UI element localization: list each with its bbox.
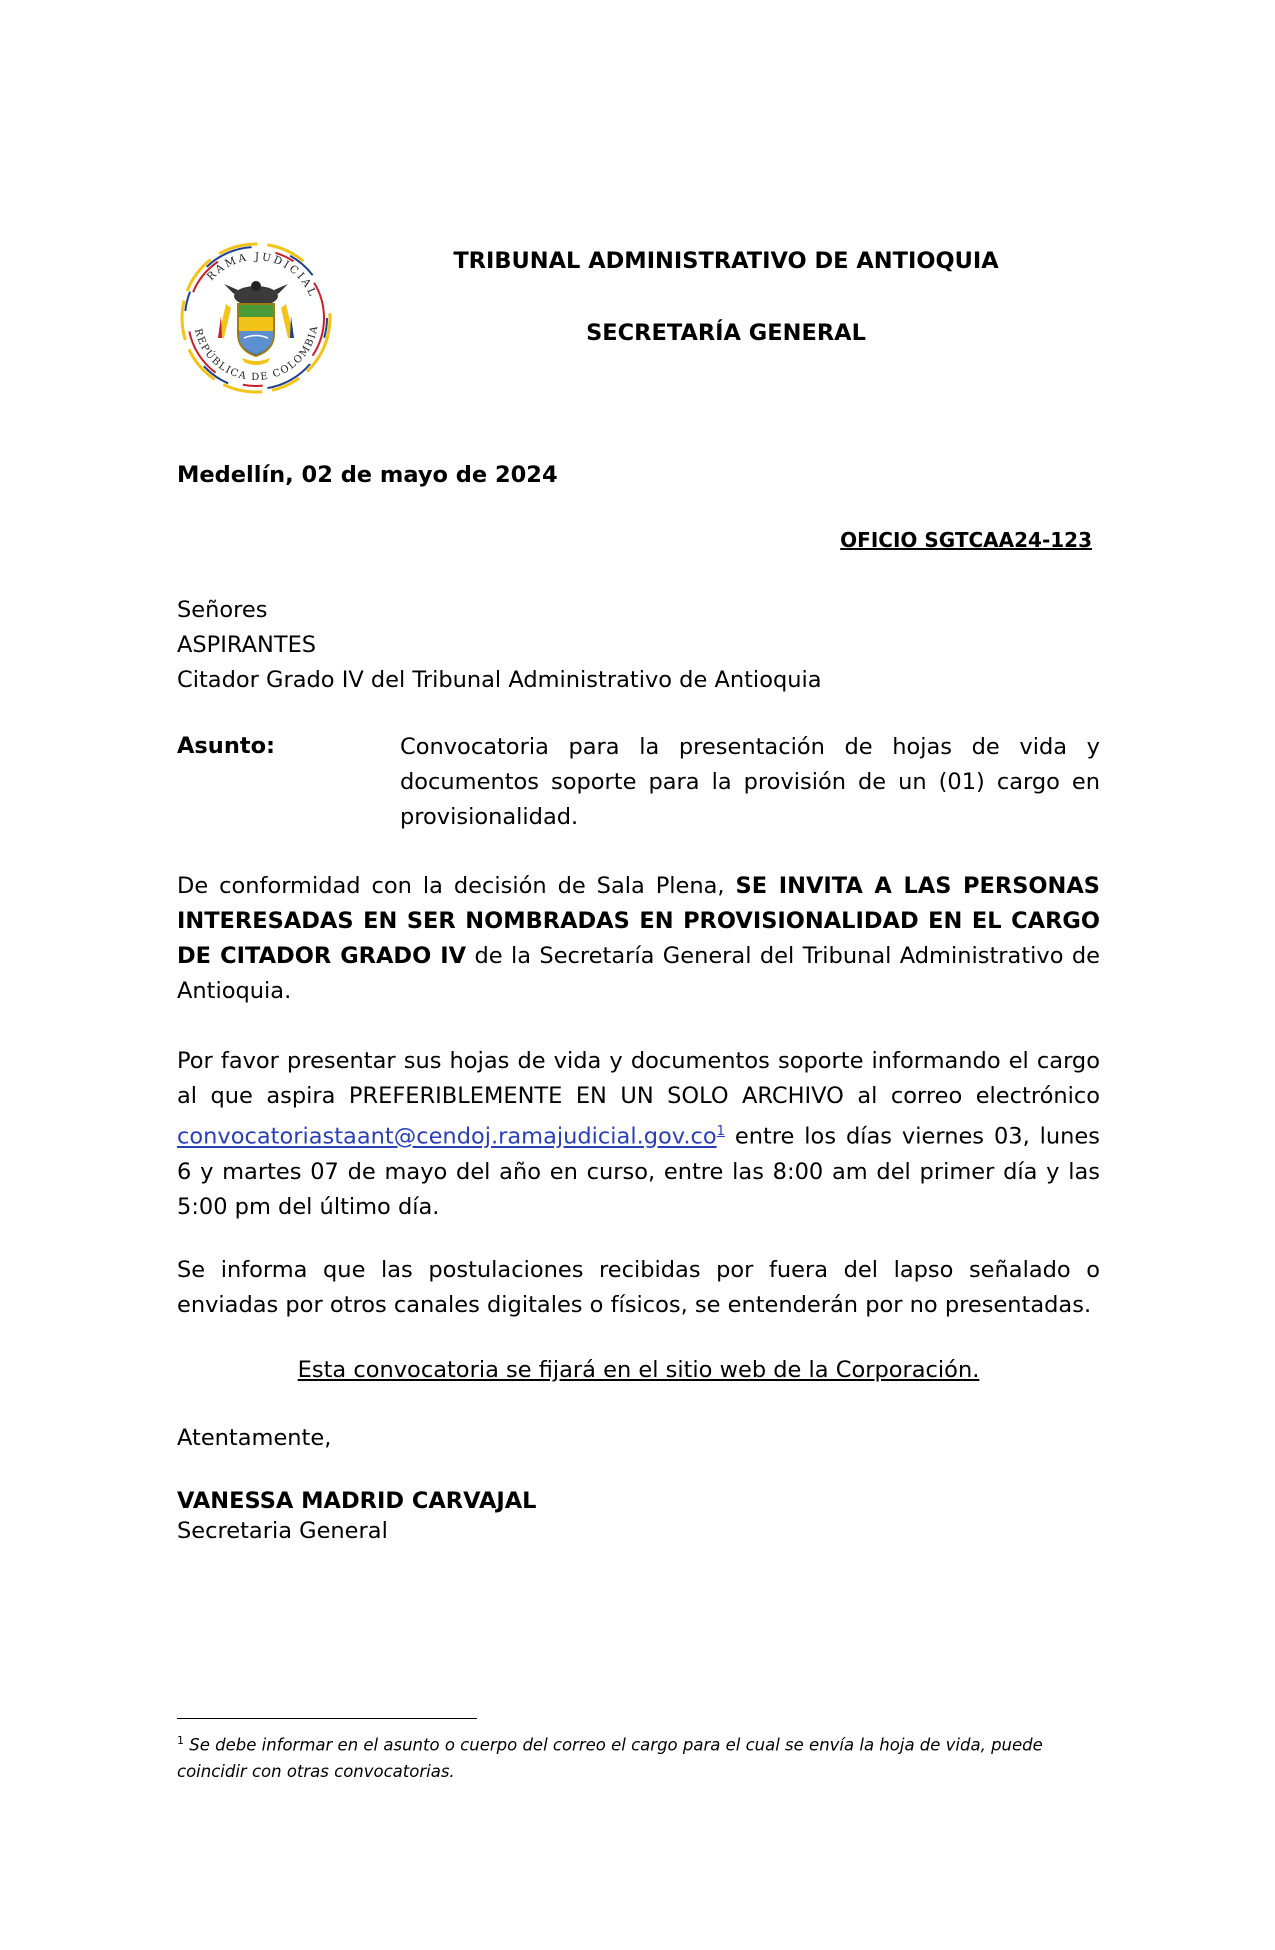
footnote-divider: [177, 1718, 477, 1719]
paragraph-notice: Se informa que las postulaciones recibidas por fuera del lapso señalado o enviadas por otros canales digitales o físicos, se entenderán por no presentadas.: [177, 1257, 1100, 1318]
subject-label: Asunto:: [177, 733, 276, 759]
paragraph-invitation-emphasis: SE INVITA A LAS PERSONAS INTERESADAS EN SER NOMBRADAS EN PROVISIONALIDAD EN EL CARGO DE CITADOR GRADO IV: [177, 873, 1100, 969]
paragraph-invitation-intro: De conformidad con la decisión de Sala Plena,: [177, 873, 736, 899]
footnote: [177, 1728, 1100, 1785]
paragraph-invitation-end: de la Secretaría General del Tribunal Administrativo de Antioquia.: [177, 943, 1100, 1004]
signer-name: VANESSA MADRID CARVAJAL: [177, 1488, 537, 1514]
letter-date: Medellín, 02 de mayo de 2024: [177, 462, 558, 488]
signer-role: Secretaria General: [177, 1518, 388, 1544]
footnote-reference[interactable]: 1: [716, 1124, 725, 1139]
footnote-marker: 1: [177, 1734, 184, 1747]
publication-note: [177, 1357, 1100, 1383]
subject-text: Convocatoria para la presentación de hojas de vida y documentos soporte para la provisión de un (01) cargo en provisionalidad.: [400, 734, 1100, 830]
paragraph-invitation: [177, 869, 1100, 1009]
publication-note-text: Esta convocatoria se fijará en el sitio web de la Corporación.: [297, 1357, 980, 1383]
svg-text:REPÚBLICA DE COLOMBIA: REPÚBLICA DE COLOMBIA: [192, 323, 321, 384]
rama-judicial-seal-logo: [176, 238, 336, 398]
department-subtitle: SECRETARÍA GENERAL: [586, 320, 866, 346]
paragraph-instructions-intro: Por favor presentar sus hojas de vida y documentos soporte informando el cargo al que aspira PREFERIBLEMENTE EN UN SOLO ARCHIVO al correo electrónico: [177, 1048, 1100, 1109]
recipient-block: [177, 593, 822, 698]
svg-text:RAMA JUDICIAL: RAMA JUDICIAL: [204, 250, 320, 300]
recipient-salutation: Señores: [177, 597, 268, 623]
closing-salutation: Atentamente,: [177, 1425, 332, 1451]
recipient-position: Citador Grado IV del Tribunal Administrativo de Antioquia: [177, 667, 822, 693]
footnote-text: Se debe informar en el asunto o cuerpo del correo el cargo para el cual se envía la hoja de vida, puede coincidir con otras convocatorias.: [177, 1735, 1043, 1781]
email-link[interactable]: convocatoriastaant@cendoj.ramajudicial.gov.co: [177, 1123, 717, 1150]
institution-title: TRIBUNAL ADMINISTRATIVO DE ANTIOQUIA: [453, 248, 999, 274]
paragraph-instructions-end: entre los días viernes 03, lunes 6 y martes 07 de mayo del año en curso, entre las 8:00 am del primer día y las 5:00 pm del último día.: [177, 1123, 1100, 1220]
paragraph-instructions: [177, 1044, 1100, 1225]
oficio-number: OFICIO SGTCAA24-123: [840, 528, 1092, 552]
recipient-name: ASPIRANTES: [177, 632, 317, 658]
